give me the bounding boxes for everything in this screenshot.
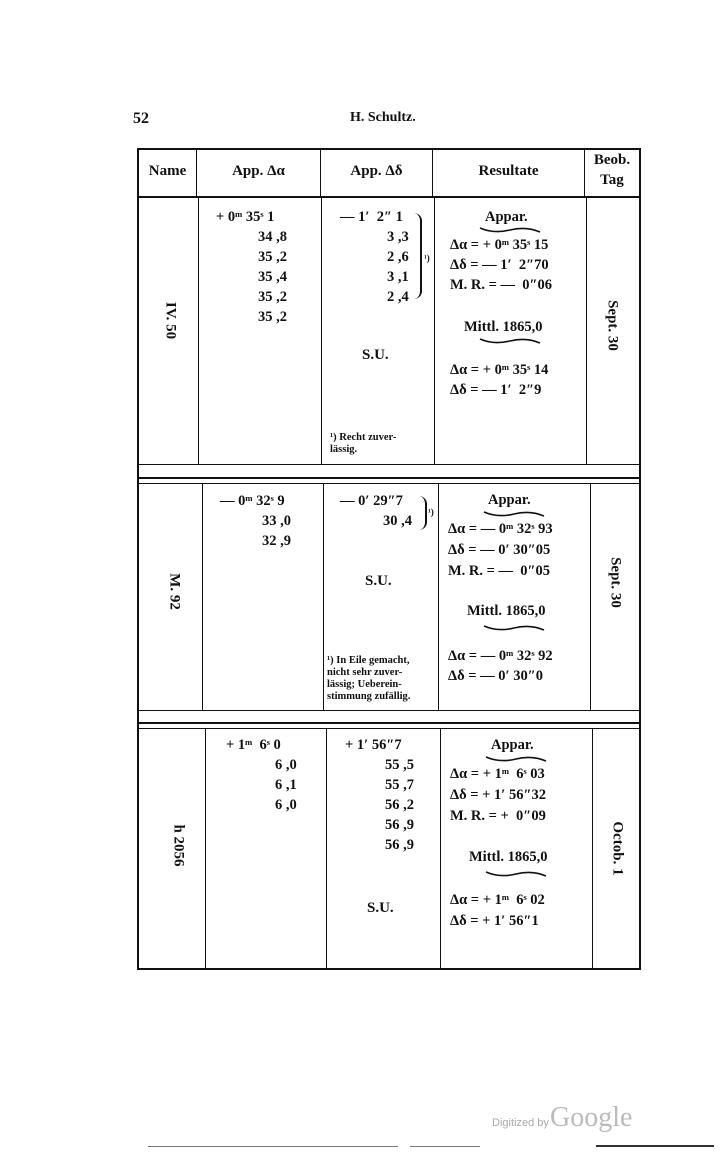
delta-value: 2 ,6 xyxy=(387,249,409,265)
row-date: Octob. 1 xyxy=(609,821,626,876)
alpha-value: 35 ,4 xyxy=(258,269,287,285)
mittl-label: Mittl. 1865,0 xyxy=(467,603,546,619)
delta-value: 2 ,4 xyxy=(387,289,409,305)
alpha-value: 34 ,8 xyxy=(258,229,287,245)
scan-line xyxy=(410,1146,480,1147)
alpha-value: 32 ,9 xyxy=(262,533,291,549)
tilde-ornament xyxy=(482,510,546,518)
tilde-ornament xyxy=(484,870,548,878)
header-app-alpha: App. Δα xyxy=(232,163,285,179)
brace-mark xyxy=(414,213,422,299)
alpha-value: 35 ,2 xyxy=(258,289,287,305)
alpha-value: 33 ,0 xyxy=(262,513,291,529)
google-logo: Google xyxy=(550,1102,633,1133)
alpha-value: 35 ,2 xyxy=(258,309,287,325)
scan-line xyxy=(148,1146,398,1147)
header-tag: Tag xyxy=(600,172,624,188)
result-line: Δα = — 0ᵐ 32ˢ 93 xyxy=(448,521,553,537)
result-line: Δδ = — 1′ 2″70 xyxy=(450,257,549,273)
row-name: IV. 50 xyxy=(162,301,179,340)
tilde-ornament xyxy=(484,755,548,763)
delta-value: 3 ,1 xyxy=(387,269,409,285)
tilde-ornament xyxy=(478,226,542,234)
delta-value: 56 ,2 xyxy=(385,797,414,813)
alpha-value: 6 ,1 xyxy=(275,777,297,793)
digitized-label: Digitized by xyxy=(492,1117,549,1129)
tilde-ornament xyxy=(482,624,546,632)
delta-value: 56 ,9 xyxy=(385,837,414,853)
footnote: ¹) In Eile gemacht, nicht sehr zuver- lässig; Ueberein- stimmung zufällig. xyxy=(327,655,411,702)
row-name: M. 92 xyxy=(166,573,183,610)
result-line: Δα = + 1ᵐ 6ˢ 02 xyxy=(450,892,545,908)
appar-label: Appar. xyxy=(485,209,528,225)
page-number: 52 xyxy=(133,110,149,127)
delta-value: 55 ,7 xyxy=(385,777,414,793)
header-beob: Beob. xyxy=(593,152,631,168)
header-app-delta: App. Δδ xyxy=(350,163,403,179)
su-label: S.U. xyxy=(362,347,389,363)
result-line: Δα = — 0ᵐ 32ˢ 92 xyxy=(448,648,553,664)
result-line: Δδ = — 0′ 30″05 xyxy=(448,542,551,558)
row-name: h 2056 xyxy=(170,824,187,867)
scan-line xyxy=(596,1145,714,1147)
alpha-value: 6 ,0 xyxy=(275,797,297,813)
result-line: M. R. = — 0″05 xyxy=(448,563,551,579)
header-result: Resultate xyxy=(478,163,539,179)
brace-mark xyxy=(419,496,427,530)
delta-value: + 1′ 56″7 xyxy=(345,737,402,753)
alpha-value: — 0ᵐ 32ˢ 9 xyxy=(220,493,285,509)
result-line: M. R. = + 0″09 xyxy=(450,808,546,824)
alpha-value: 6 ,0 xyxy=(275,757,297,773)
delta-value: 56 ,9 xyxy=(385,817,414,833)
alpha-value: 35 ,2 xyxy=(258,249,287,265)
delta-value: 55 ,5 xyxy=(385,757,414,773)
footnote: ¹) Recht zuver- lässig. xyxy=(330,432,397,455)
result-line: M. R. = — 0″06 xyxy=(450,277,553,293)
mittl-label: Mittl. 1865,0 xyxy=(464,319,543,335)
footnote-mark: ¹) xyxy=(424,253,430,263)
mittl-label: Mittl. 1865,0 xyxy=(469,849,548,865)
result-line: Δα = + 0ᵐ 35ˢ 15 xyxy=(450,237,549,253)
delta-value: — 1′ 2″ 1 xyxy=(340,209,403,225)
su-label: S.U. xyxy=(365,573,392,589)
result-line: Δδ = + 1′ 56″1 xyxy=(450,913,539,929)
result-line: Δδ = + 1′ 56″32 xyxy=(450,787,546,803)
row-date: Sept. 30 xyxy=(604,300,621,351)
result-line: Δα = + 0ᵐ 35ˢ 14 xyxy=(450,362,549,378)
delta-value: 30 ,4 xyxy=(383,513,412,529)
alpha-value: + 1ᵐ 6ˢ 0 xyxy=(226,737,281,753)
result-line: Δδ = — 1′ 2″9 xyxy=(450,382,542,398)
su-label: S.U. xyxy=(367,900,394,916)
appar-label: Appar. xyxy=(488,492,531,508)
row-date: Sept. 30 xyxy=(607,557,624,608)
delta-value: — 0′ 29″7 xyxy=(340,493,403,509)
header-name: Name xyxy=(148,163,187,179)
running-head: H. Schultz. xyxy=(350,110,416,125)
result-line: Δδ = — 0′ 30″0 xyxy=(448,668,543,684)
delta-value: 3 ,3 xyxy=(387,229,409,245)
alpha-value: + 0ᵐ 35ˢ 1 xyxy=(216,209,275,225)
footnote-mark: ¹) xyxy=(428,507,434,517)
result-line: Δα = + 1ᵐ 6ˢ 03 xyxy=(450,766,545,782)
appar-label: Appar. xyxy=(491,737,534,753)
tilde-ornament xyxy=(478,337,542,345)
